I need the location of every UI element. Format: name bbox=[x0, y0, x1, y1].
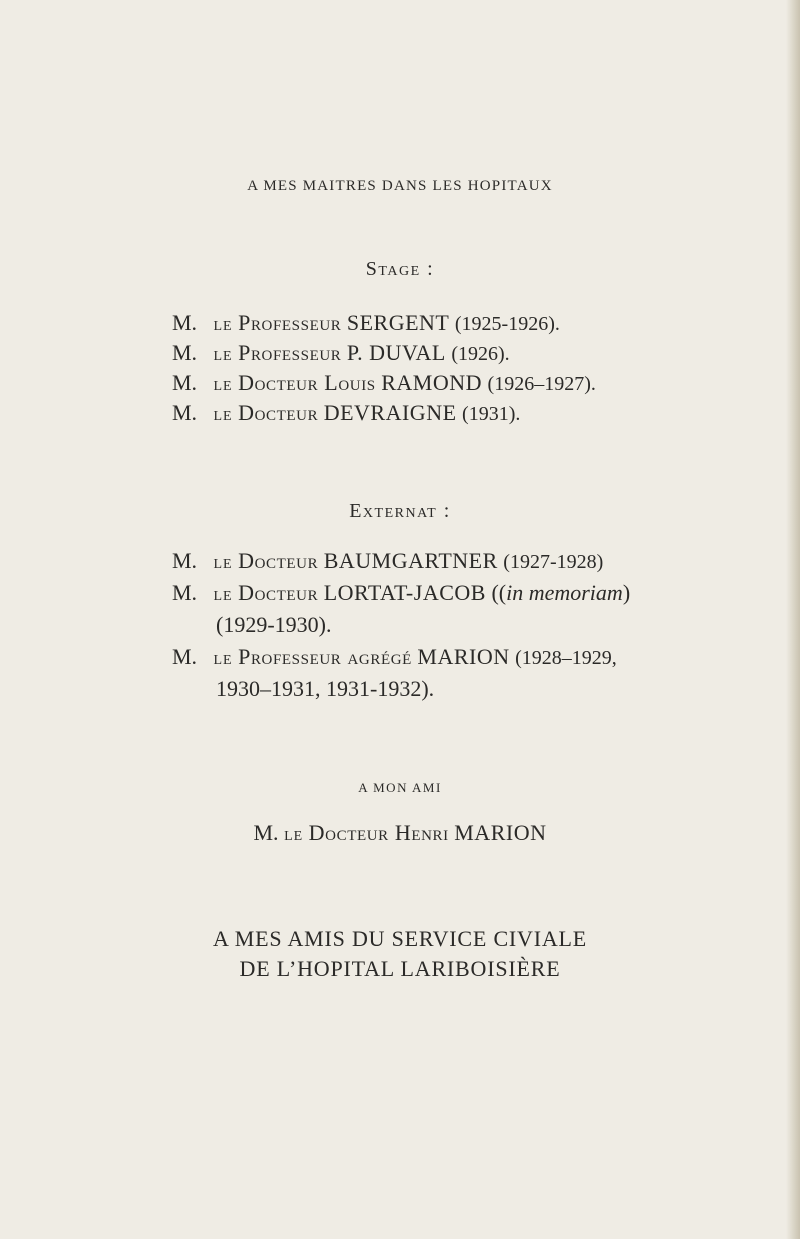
entry-prefix: M. bbox=[172, 580, 198, 605]
stage-entry bbox=[172, 340, 510, 366]
entry-dates: (1927-1928) bbox=[503, 551, 604, 573]
final-dedication-line2: DE L’HOPITAL LARIBOISIÈRE bbox=[239, 956, 561, 981]
externat-heading: Externat : bbox=[349, 500, 451, 522]
entry-continuation: (1929-1930). bbox=[216, 612, 332, 637]
entry-name: BAUMGARTNER bbox=[323, 548, 498, 573]
entry-title: Docteur bbox=[238, 580, 319, 605]
entry-name: DEVRAIGNE bbox=[323, 400, 457, 425]
externat-entry bbox=[172, 580, 630, 606]
entry-title: Docteur bbox=[238, 548, 319, 573]
entry-dates: (1926). bbox=[451, 343, 510, 365]
entry-article: LE bbox=[213, 589, 233, 604]
entry-title: Docteur bbox=[238, 400, 319, 425]
entry-article: LE bbox=[213, 653, 233, 668]
stage-entry bbox=[172, 400, 520, 426]
entry-article: LE bbox=[213, 557, 233, 572]
entry-title: Professeur bbox=[238, 340, 342, 365]
friend-title: Docteur Henri bbox=[308, 820, 449, 845]
entry-note-open: (( bbox=[491, 580, 507, 605]
entry-article: LE bbox=[213, 379, 233, 394]
entry-note-close: ) bbox=[622, 580, 631, 605]
final-dedication-line1: A MES AMIS DU SERVICE CIVIALE bbox=[212, 926, 588, 951]
entry-name: RAMOND bbox=[381, 370, 483, 395]
externat-entry bbox=[172, 644, 617, 670]
entry-title: Professeur agrégé bbox=[238, 644, 412, 669]
externat-entry bbox=[172, 548, 603, 574]
entry-dates: (1928–1929, bbox=[515, 647, 617, 669]
entry-article: LE bbox=[213, 409, 233, 424]
friend-name: MARION bbox=[454, 820, 547, 845]
friend-line bbox=[0, 820, 800, 846]
stage-entry bbox=[172, 370, 596, 396]
entry-name: LORTAT-JACOB bbox=[323, 580, 486, 605]
entry-title: Professeur bbox=[238, 310, 342, 335]
friend-prefix: M. bbox=[253, 820, 279, 845]
entry-note: in memoriam bbox=[506, 580, 623, 605]
entry-dates: (1931). bbox=[462, 403, 521, 425]
entry-name: MARION bbox=[417, 644, 510, 669]
entry-dates: (1926–1927). bbox=[487, 373, 596, 395]
entry-title: Docteur Louis bbox=[238, 370, 376, 395]
entry-prefix: M. bbox=[172, 370, 198, 395]
entry-continuation: 1930–1931, 1931-1932). bbox=[216, 676, 435, 701]
entry-prefix: M. bbox=[172, 400, 198, 425]
entry-article: LE bbox=[213, 349, 233, 364]
friend-article: LE bbox=[284, 829, 304, 844]
stage-entry bbox=[172, 310, 560, 336]
entry-prefix: M. bbox=[172, 310, 198, 335]
entry-name: P. DUVAL bbox=[346, 340, 446, 365]
stage-heading: Stage : bbox=[365, 258, 435, 280]
friend-heading: A MON AMI bbox=[358, 780, 442, 795]
entry-prefix: M. bbox=[172, 340, 198, 365]
entry-article: LE bbox=[213, 319, 233, 334]
entry-dates: (1925-1926). bbox=[454, 313, 560, 335]
entry-prefix: M. bbox=[172, 548, 198, 573]
entry-name: SERGENT bbox=[346, 310, 450, 335]
entry-prefix: M. bbox=[172, 644, 198, 669]
dedication-title: A MES MAITRES DANS LES HOPITAUX bbox=[247, 178, 553, 194]
